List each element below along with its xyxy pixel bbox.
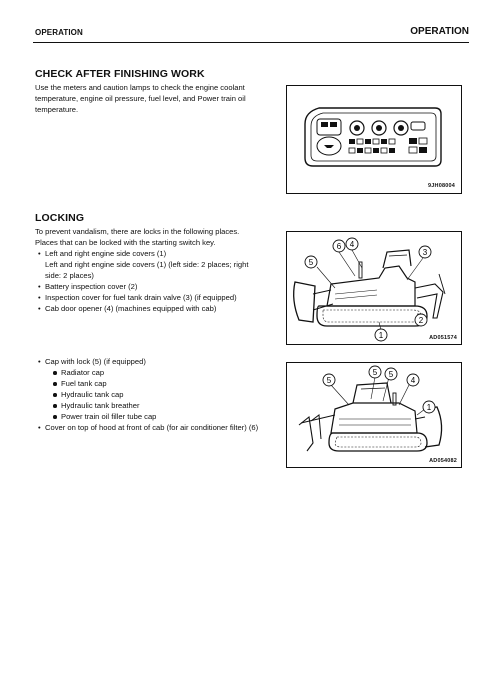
figure-code-panel: 9JH08004 bbox=[428, 183, 455, 189]
callout-4: 4 bbox=[410, 376, 416, 385]
cap-text bbox=[35, 356, 285, 433]
dozer-drawing-1 bbox=[287, 232, 461, 344]
list-item: Hydraulic tank breather bbox=[51, 400, 285, 411]
lock-item-side-covers: Left and right engine side covers (1) bbox=[45, 249, 167, 258]
check-title: CHECK AFTER FINISHING WORK bbox=[35, 68, 205, 80]
cap-list bbox=[35, 356, 285, 433]
locking-intro-1: To prevent vandalism, there are locks in the following places. bbox=[35, 227, 240, 236]
cap-sublist bbox=[35, 367, 285, 422]
locking-text bbox=[35, 226, 285, 314]
figure-code-dozer-2: AD054082 bbox=[429, 458, 457, 464]
lock-item-cab-door: Cab door opener (4) (machines equipped with cab) bbox=[45, 304, 217, 313]
header-section-left: OPERATION bbox=[35, 28, 83, 37]
callout-5: 5 bbox=[326, 376, 332, 385]
dozer-lock-figure-1 bbox=[286, 231, 462, 345]
instrument-panel-figure bbox=[286, 85, 462, 194]
list-item bbox=[35, 292, 285, 303]
lock-item-cap-with-lock: Cap with lock (5) (if equipped) bbox=[45, 357, 146, 366]
callout-4: 4 bbox=[349, 240, 355, 249]
list-item: Radiator cap bbox=[51, 367, 285, 378]
callout-5: 5 bbox=[388, 370, 394, 379]
lock-item-drain-valve-cover: Inspection cover for fuel tank drain valve (3) (if equipped) bbox=[45, 293, 237, 302]
list-item bbox=[35, 356, 285, 422]
callout-3: 3 bbox=[422, 248, 428, 257]
check-line-3: temperature. bbox=[35, 105, 79, 114]
list-item bbox=[35, 248, 285, 281]
list-item: Fuel tank cap bbox=[51, 378, 285, 389]
list-item bbox=[35, 422, 285, 433]
check-line-2: temperature, engine oil pressure, fuel level, and Power train oil bbox=[35, 94, 246, 103]
header-section-right: OPERATION bbox=[410, 26, 469, 37]
lock-item-side-covers-detail bbox=[45, 259, 285, 281]
dozer-drawing-2 bbox=[287, 363, 461, 467]
callout-5: 5 bbox=[372, 368, 378, 377]
detail-line: side: 2 places) bbox=[45, 271, 94, 280]
list-item bbox=[35, 281, 285, 292]
check-line-1: Use the meters and caution lamps to check the engine coolant bbox=[35, 83, 245, 92]
locking-title: LOCKING bbox=[35, 212, 85, 224]
locking-key-list bbox=[35, 248, 285, 314]
callout-2: 2 bbox=[418, 316, 424, 325]
figure-code-dozer-1: AD051574 bbox=[429, 335, 457, 341]
callout-6: 6 bbox=[336, 242, 342, 251]
detail-line: Left and right engine side covers (1) (left side: 2 places; right bbox=[45, 260, 249, 269]
callout-1: 1 bbox=[378, 331, 384, 340]
instrument-panel-drawing bbox=[287, 86, 461, 193]
callout-1: 1 bbox=[426, 403, 432, 412]
header-rule bbox=[33, 42, 469, 43]
list-item: Power train oil filler tube cap bbox=[51, 411, 285, 422]
list-item: Hydraulic tank cap bbox=[51, 389, 285, 400]
dozer-lock-figure-2 bbox=[286, 362, 462, 468]
locking-intro-2: Places that can be locked with the starting switch key. bbox=[35, 238, 216, 247]
list-item bbox=[35, 303, 285, 314]
check-text bbox=[35, 82, 279, 115]
callout-5: 5 bbox=[308, 258, 314, 267]
lock-item-battery-cover: Battery inspection cover (2) bbox=[45, 282, 138, 291]
lock-item-hood-cover: Cover on top of hood at front of cab (for air conditioner filter) (6) bbox=[45, 423, 259, 432]
